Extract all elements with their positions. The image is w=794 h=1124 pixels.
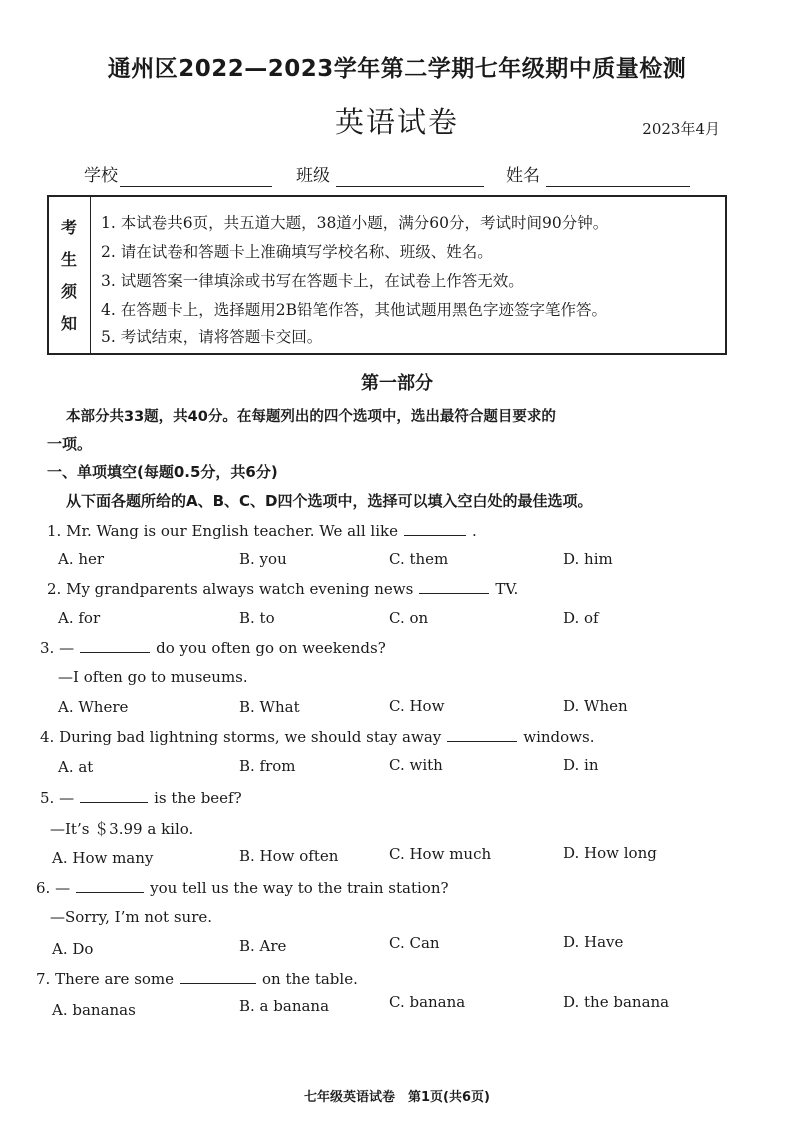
option-c[interactable]: C. How — [389, 697, 445, 715]
option-b[interactable]: B. from — [239, 757, 296, 775]
question-5 — [40, 788, 242, 807]
question-text: TV. — [495, 580, 519, 598]
part-intro-line2: 一项。 — [47, 435, 93, 453]
option-b[interactable]: B. you — [239, 550, 287, 568]
exam-subtitle: 英语试卷 — [334, 105, 459, 139]
option-d[interactable]: D. in — [563, 756, 599, 774]
notice-heading-char: 考 — [61, 218, 78, 237]
notice-heading-char: 生 — [61, 250, 78, 269]
answer-blank[interactable] — [180, 969, 256, 984]
option-b[interactable]: B. How often — [239, 847, 339, 865]
question-text: do you often go on weekends? — [156, 639, 386, 657]
question-text: 1. Mr. Wang is our English teacher. We all like — [47, 522, 398, 540]
option-a[interactable]: A. her — [58, 550, 105, 568]
section-instructions: 从下面各题所给的A、B、C、D四个选项中，选择可以填入空白处的最佳选项。 — [66, 492, 593, 510]
option-d[interactable]: D. the banana — [563, 993, 670, 1011]
notice-item: 5. 考试结束，请将答题卡交回。 — [101, 328, 323, 346]
question-text: 2. My grandparents always watch evening news — [47, 580, 414, 598]
option-b[interactable]: B. Are — [239, 937, 287, 955]
notice-item: 2. 请在试卷和答题卡上准确填写学校名称、班级、姓名。 — [101, 243, 493, 261]
question-text: windows. — [523, 728, 595, 746]
notice-heading-char: 知 — [61, 314, 78, 333]
option-c[interactable]: C. Can — [389, 934, 440, 952]
option-c[interactable]: C. with — [389, 756, 443, 774]
option-b[interactable]: B. What — [239, 698, 300, 716]
exam-title: 通州区2022—2023学年第二学期七年级期中质量检测 — [107, 56, 687, 82]
name-field[interactable] — [546, 186, 690, 187]
option-d[interactable]: D. of — [563, 609, 599, 627]
answer-blank[interactable] — [419, 579, 489, 594]
option-d[interactable]: D. When — [563, 697, 628, 715]
answer-blank[interactable] — [404, 521, 466, 536]
answer-blank[interactable] — [80, 638, 150, 653]
option-a[interactable]: A. Where — [58, 698, 129, 716]
option-a[interactable]: A. Do — [52, 940, 94, 958]
option-b[interactable]: B. a banana — [239, 997, 330, 1015]
notice-item: 1. 本试卷共6页，共五道大题，38道小题，满分60分，考试时间90分钟。 — [101, 214, 609, 232]
notice-heading — [49, 197, 91, 353]
option-d[interactable]: D. Have — [563, 933, 624, 951]
question-reply: —Sorry, I’m not sure. — [50, 908, 213, 926]
option-d[interactable]: D. How long — [563, 844, 657, 862]
exam-date: 2023年4月 — [642, 120, 720, 138]
option-b[interactable]: B. to — [239, 609, 275, 627]
page-footer: 七年级英语试卷 第1页(共6页) — [304, 1090, 490, 1105]
option-a[interactable]: A. How many — [52, 849, 154, 867]
option-a[interactable]: A. for — [58, 609, 101, 627]
section-title: 一、单项填空(每题0.5分，共6分) — [47, 463, 278, 481]
question-text: 7. There are some — [36, 970, 175, 988]
question-text: . — [471, 522, 477, 540]
option-a[interactable]: A. bananas — [52, 1001, 136, 1019]
question-6 — [36, 878, 449, 897]
question-4 — [40, 727, 595, 746]
notice-item: 3. 试题答案一律填涂或书写在答题卡上，在试卷上作答无效。 — [101, 272, 524, 290]
option-c[interactable]: C. on — [389, 609, 429, 627]
option-c[interactable]: C. How much — [389, 845, 492, 863]
question-text: is the beef? — [154, 789, 242, 807]
option-a[interactable]: A. at — [58, 758, 94, 776]
question-text: 5. — — [40, 789, 75, 807]
school-label: 学校 — [84, 166, 118, 186]
notice-box — [47, 195, 727, 355]
answer-blank[interactable] — [76, 878, 144, 893]
part-title: 第一部分 — [361, 373, 433, 394]
question-7 — [36, 969, 358, 988]
question-text: you tell us the way to the train station? — [150, 879, 449, 897]
class-label: 班级 — [296, 166, 330, 186]
question-text: 3. — — [40, 639, 75, 657]
option-c[interactable]: C. banana — [389, 993, 466, 1011]
question-reply: —I often go to museums. — [58, 668, 248, 686]
part-intro-line1: 本部分共33题，共40分。在每题列出的四个选项中，选出最符合题目要求的 — [66, 409, 556, 425]
notice-heading-char: 须 — [61, 282, 78, 301]
question-2 — [47, 579, 518, 598]
option-c[interactable]: C. them — [389, 550, 449, 568]
class-field[interactable] — [336, 186, 484, 187]
question-text: 4. During bad lightning storms, we should stay away — [40, 728, 442, 746]
answer-blank[interactable] — [80, 788, 148, 803]
option-d[interactable]: D. him — [563, 550, 613, 568]
question-text: on the table. — [262, 970, 358, 988]
question-3 — [40, 638, 386, 657]
notice-item: 4. 在答题卡上，选择题用2B铅笔作答，其他试题用黑色字迹签字笔作答。 — [101, 301, 607, 319]
question-reply: —It’s ＄3.99 a kilo. — [50, 820, 194, 838]
question-text: 6. — — [36, 879, 71, 897]
school-field[interactable] — [120, 186, 272, 187]
name-label: 姓名 — [506, 166, 540, 186]
question-1 — [47, 521, 477, 540]
answer-blank[interactable] — [447, 727, 517, 742]
